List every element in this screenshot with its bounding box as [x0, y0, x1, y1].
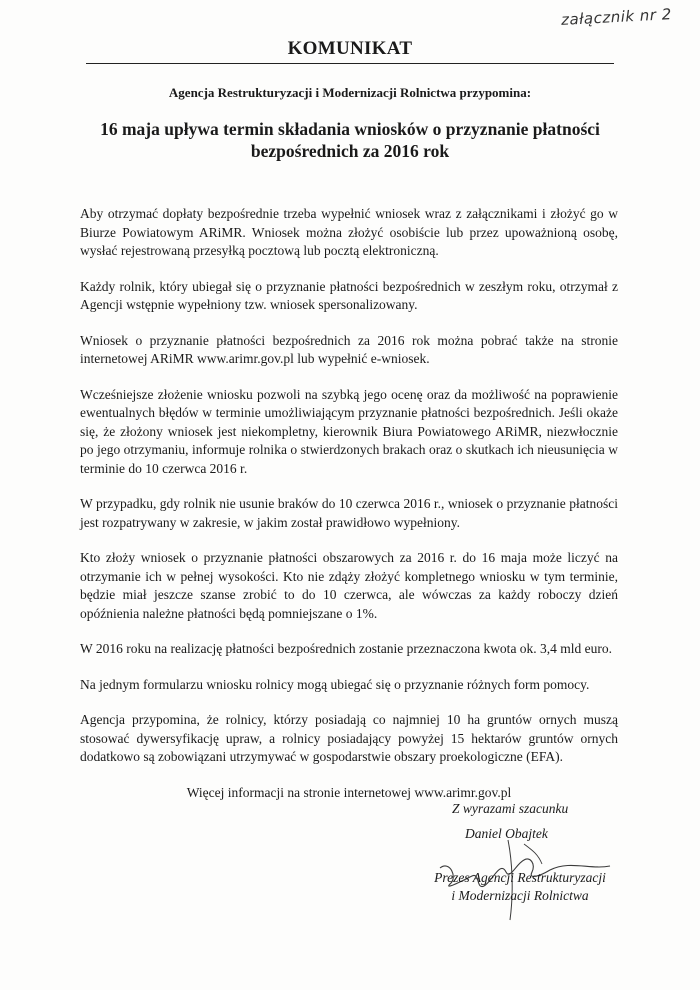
signatory-name: Daniel Obajtek [465, 826, 548, 841]
paragraph: W przypadku, gdy rolnik nie usunie braków do 10 czerwca 2016 r., wniosek o przyznanie płatności jest rozpatrywany w zakresie, w jakim został prawidłowo wypełniony. [80, 496, 618, 530]
headline: 16 maja upływa termin składania wniosków o przyznanie płatności bezpośrednich za 2016 rok [100, 119, 600, 161]
paragraph: Wcześniejsze złożenie wniosku pozwoli na szybką jego ocenę oraz da możliwość na poprawienie ewentualnych błędów w terminie umożliwiającym przyznanie płatności bezpośrednich. Jeśli okaże się, że złożony wniosek jest niekompletny, kierownik Biura Powiatowego ARiMR, niezwłocznie po jego otrzymaniu, informuje rolnika o stwierdzonych brakach oraz o skutkach ich nieusunięcia w terminie do 10 czerwca 2016 r. [80, 386, 618, 476]
document-title: KOMUNIKAT [287, 38, 413, 59]
paragraph: Kto złoży wniosek o przyznanie płatności obszarowych za 2016 r. do 16 maja może liczyć na otrzymanie ich w pełnej wysokości. Kto nie zdąży złożyć kompletnego wniosku w tym terminie, będzie miał jeszcze szanse zrobić to do 10 czerwca, ale wówczas za każdy roboczy dzień opóźnienia należne płatności będą pomniejszane o 1%. [80, 550, 618, 621]
handwritten-annotation: załącznik nr 2 [560, 5, 673, 29]
title-underline [86, 63, 614, 64]
more-info-line: Więcej informacji na stronie internetowej www.arimr.gov.pl [186, 784, 512, 800]
paragraph: Aby otrzymać dopłaty bezpośrednie trzeba wypełnić wniosek wraz z załącznikami i złożyć go w Biurze Powiatowym ARiMR. Wniosek można złożyć osobiście lub przez upoważnioną osobę, wysłać rejestrowaną przesyłką pocztową lub pocztą elektroniczną. [80, 206, 618, 258]
closing-block [370, 800, 650, 905]
body-text [80, 205, 618, 819]
paragraph: W 2016 roku na realizację płatności bezpośrednich zostanie przeznaczona kwota ok. 3,4 mld euro. [80, 641, 613, 656]
paragraph: Każdy rolnik, który ubiegał się o przyznanie płatności bezpośrednich w zeszłym roku, otrzymał z Agencji wstępnie wypełniony tzw. wniosek spersonalizowany. [80, 278, 618, 312]
paragraph: Na jednym formularzu wniosku rolnicy mogą ubiegać się o przyznanie różnych form pomocy. [80, 676, 590, 692]
signatory-role-line-2: i Modernizacji Rolnictwa [451, 888, 589, 903]
signatory-role-line-1: Prezes Agencji Restrukturyzacji [434, 870, 606, 885]
paragraph: Agencja przypomina, że rolnicy, którzy posiadają co najmniej 10 ha gruntów ornych muszą stosować dywersyfikację upraw, a rolnicy posiadający powyżej 15 hektarów gruntów ornych dodatkowo są zobowiązani utrzymywać w gospodarstwie obszary proekologiczne (EFA). [80, 712, 618, 764]
paragraph: Wniosek o przyznanie płatności bezpośrednich za 2016 rok można pobrać także na stronie internetowej ARiMR www.arimr.gov.pl lub wypełnić e-wniosek. [80, 332, 618, 366]
closing-regards: Z wyrazami szacunku [452, 801, 569, 816]
agency-line: Agencja Restrukturyzacji i Modernizacji Rolnictwa przypomina: [168, 85, 532, 100]
